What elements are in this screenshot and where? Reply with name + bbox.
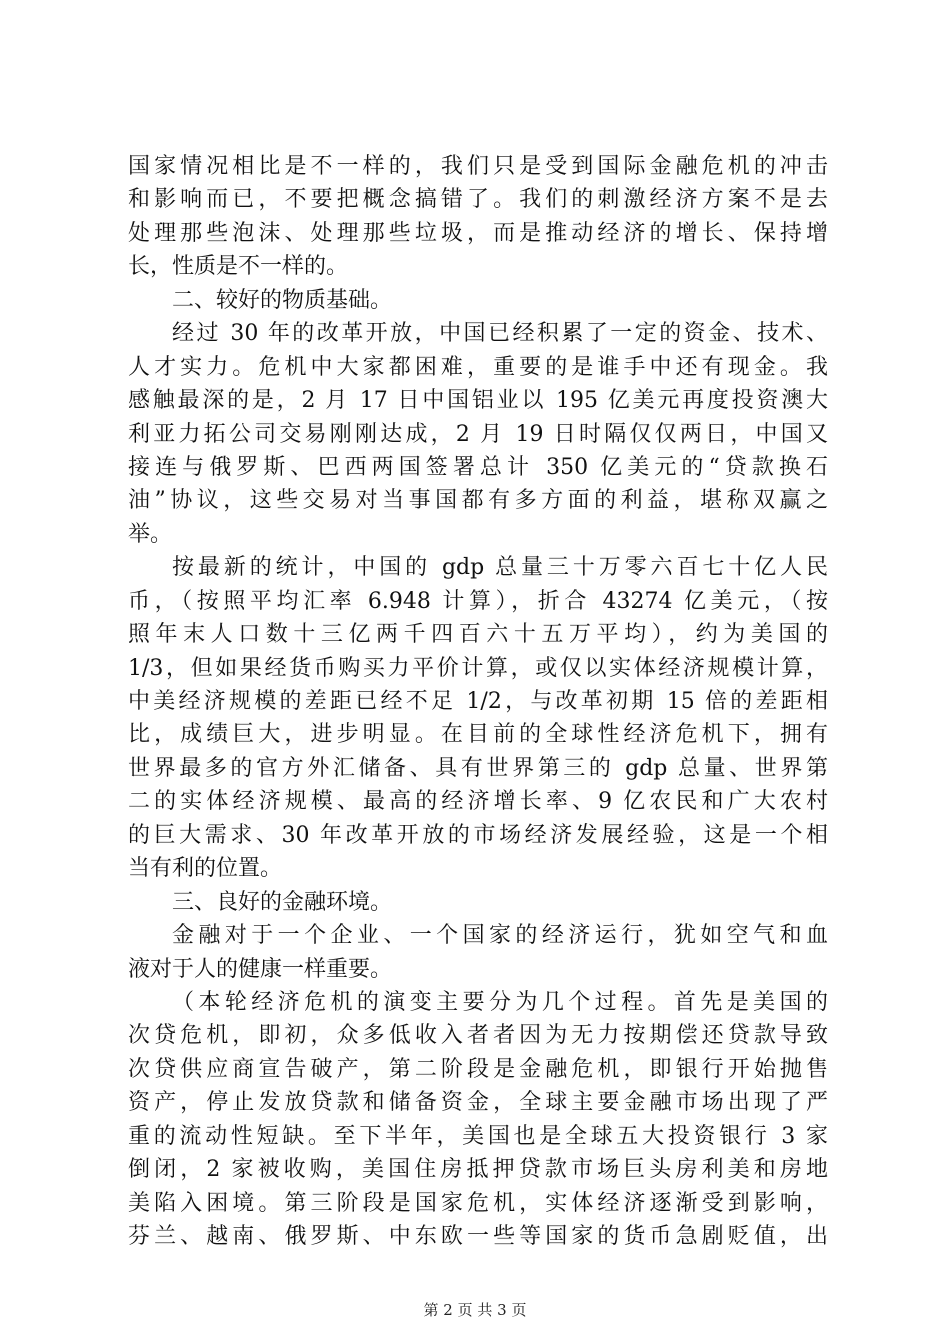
text-line: 处理那些泡沫、处理那些垃圾，而是推动经济的增长、保持增 xyxy=(128,220,828,246)
text-line: 次贷供应商宣告破产，第二阶段是金融危机，即银行开始抛售 xyxy=(128,1056,828,1082)
text-line: 二、较好的物质基础。 xyxy=(172,287,393,313)
text-line: 感触最深的是，2 月 17 日中国铝业以 195 亿美元再度投资澳大 xyxy=(128,388,828,414)
text-line: 二的实体经济规模、最高的经济增长率、9 亿农民和广大农村 xyxy=(128,789,828,815)
text-line: 美陷入困境。第三阶段是国家危机，实体经济逐渐受到影响， xyxy=(128,1190,828,1216)
text-line: 国家情况相比是不一样的，我们只是受到国际金融危机的冲击 xyxy=(128,154,828,179)
text-line: 金融对于一个企业、一个国家的经济运行，犹如空气和血 xyxy=(172,923,828,949)
text-line: 照年末人口数十三亿两千四百六十五万平均），约为美国的 xyxy=(128,622,828,648)
text-line: 当有利的位置。 xyxy=(128,856,283,882)
text-line: （本轮经济危机的演变主要分为几个过程。首先是美国的 xyxy=(172,989,828,1015)
text-line: 和影响而已，不要把概念搞错了。我们的刺激经济方案不是去 xyxy=(128,187,828,213)
text-line: 世界最多的官方外汇储备、具有世界第三的 gdp 总量、世界第 xyxy=(128,755,828,781)
text-line: 1/3，但如果经货币购买力平价计算，或仅以实体经济规模计算， xyxy=(128,655,828,681)
text-line: 液对于人的健康一样重要。 xyxy=(128,956,393,982)
text-line: 芬兰、越南、俄罗斯、中东欧一些等国家的货币急剧贬值，出 xyxy=(128,1224,828,1249)
text-line: 人才实力。危机中大家都困难，重要的是谁手中还有现金。我 xyxy=(128,354,828,380)
text-line: 重的流动性短缺。至下半年，美国也是全球五大投资银行 3 家 xyxy=(128,1123,828,1149)
text-line: 币，（按照平均汇率 6.948 计算），折合 43274 亿美元，（按 xyxy=(128,588,828,614)
text-line: 比，成绩巨大，进步明显。在目前的全球性经济危机下，拥有 xyxy=(128,722,828,748)
text-line: 举。 xyxy=(128,521,173,547)
text-line: 倒闭，2 家被收购，美国住房抵押贷款市场巨头房利美和房地 xyxy=(128,1157,828,1183)
text-line: 资产，停止发放贷款和储备资金，全球主要金融市场出现了严 xyxy=(128,1090,828,1116)
text-line: 长，性质是不一样的。 xyxy=(128,254,349,280)
page-footer: 第 2 页 共 3 页 xyxy=(423,1301,527,1319)
text-line: 的巨大需求、30 年改革开放的市场经济发展经验，这是一个相 xyxy=(128,822,828,848)
document-body xyxy=(128,150,828,1253)
text-line: 油”协议，这些交易对当事国都有多方面的利益，堪称双赢之 xyxy=(128,488,828,514)
text-line: 经过 30 年的改革开放，中国已经积累了一定的资金、技术、 xyxy=(172,321,828,347)
text-line: 中美经济规模的差距已经不足 1/2，与改革初期 15 倍的差距相 xyxy=(128,689,828,714)
text-line: 次贷危机，即初，众多低收入者者因为无力按期偿还贷款导致 xyxy=(128,1023,828,1049)
text-line: 按最新的统计，中国的 gdp 总量三十万零六百七十亿人民 xyxy=(172,555,828,581)
text-line: 接连与俄罗斯、巴西两国签署总计 350 亿美元的“贷款换石 xyxy=(128,454,828,480)
text-line: 三、良好的金融环境。 xyxy=(172,889,393,915)
text-line: 利亚力拓公司交易刚刚达成，2 月 19 日时隔仅仅两日，中国又 xyxy=(128,421,828,447)
